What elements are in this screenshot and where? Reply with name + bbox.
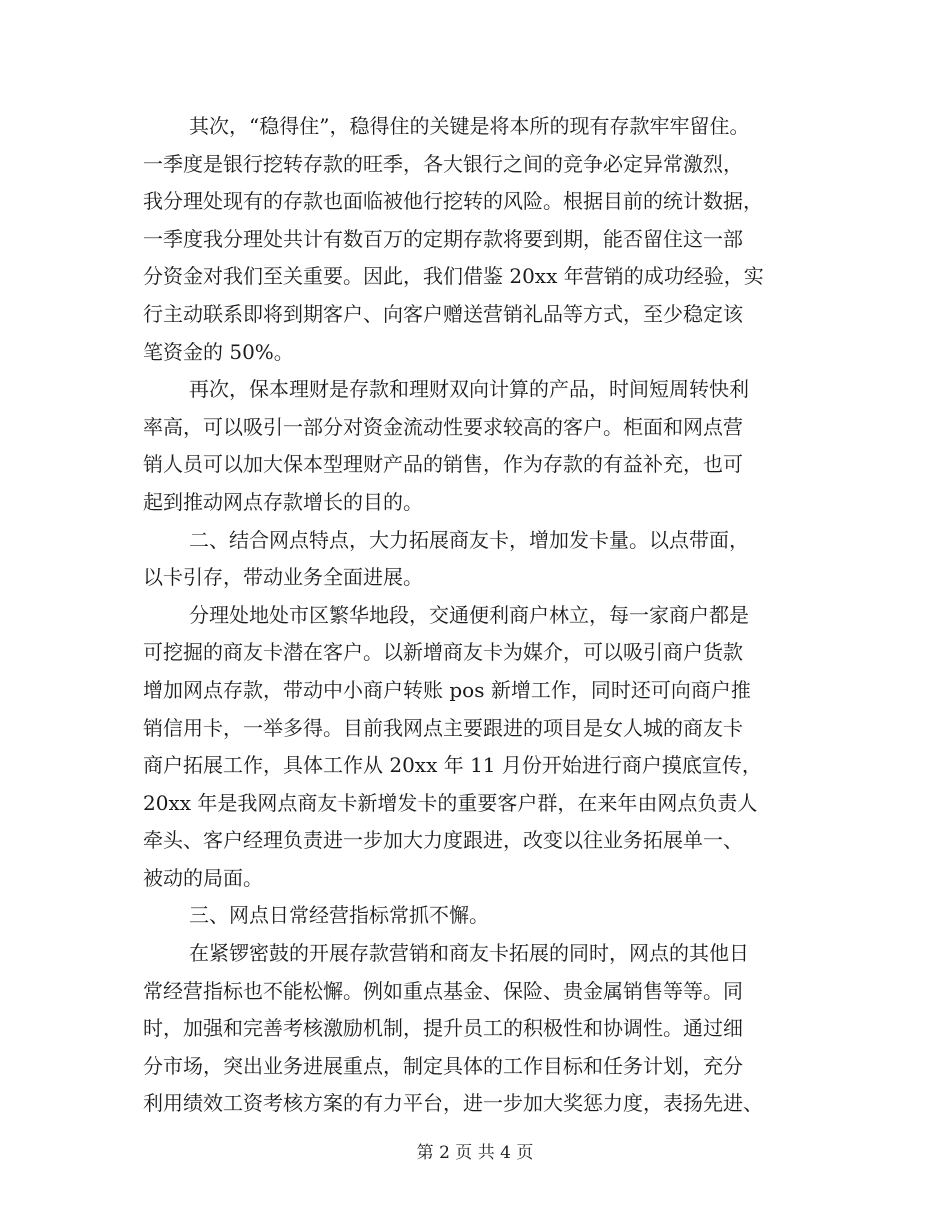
text-line: 分市场，突出业务进展重点，制定具体的工作目标和任务计划，充分 <box>143 1053 743 1078</box>
page-number-footer: 第 2 页 共 4 页 <box>416 1143 534 1163</box>
text-line: 分理处地处市区繁华地段，交通便利商户林立，每一家商户都是 <box>189 602 749 627</box>
text-line: 时，加强和完善考核激励机制，提升员工的积极性和协调性。通过细 <box>143 1016 743 1041</box>
document-body <box>143 108 808 1123</box>
text-line: 利用绩效工资考核方案的有力平台，进一步加大奖惩力度，表扬先进、 <box>143 1091 763 1116</box>
section-heading: 以卡引存，带动业务全面进展。 <box>143 565 423 590</box>
text-line: 再次，保本理财是存款和理财双向计算的产品，时间短周转快利 <box>189 377 749 402</box>
text-line: 行主动联系即将到期客户、向客户赠送营销礼品等方式，至少稳定该 <box>143 301 743 326</box>
text-line: 增加网点存款，带动中小商户转账 pos 新增工作，同时还可向商户推 <box>143 677 751 702</box>
text-line: 商户拓展工作，具体工作从 20xx 年 11 月份开始进行商户摸底宣传， <box>143 753 762 778</box>
text-line: 销信用卡，一举多得。目前我网点主要跟进的项目是女人城的商友卡 <box>143 715 743 740</box>
text-line: 一季度我分理处共计有数百万的定期存款将要到期，能否留住这一部 <box>143 226 743 251</box>
text-line: 销人员可以加大保本型理财产品的销售，作为存款的有益补充，也可 <box>143 452 743 477</box>
text-line: 起到推动网点存款增长的目的。 <box>143 489 423 514</box>
section-heading: 二、结合网点特点，大力拓展商友卡，增加发卡量。以点带面， <box>189 527 749 552</box>
text-line: 率高，可以吸引一部分对资金流动性要求较高的客户。柜面和网点营 <box>143 414 743 439</box>
text-line: 可挖掘的商友卡潜在客户。以新增商友卡为媒介，可以吸引商户货款 <box>143 640 743 665</box>
text-line: 笔资金的 50%。 <box>143 339 294 364</box>
section-heading: 三、网点日常经营指标常抓不懈。 <box>189 903 489 928</box>
text-line: 牵头、客户经理负责进一步加大力度跟进，改变以往业务拓展单一、 <box>143 828 743 853</box>
text-line: 常经营指标也不能松懈。例如重点基金、保险、贵金属销售等等。同 <box>143 978 743 1003</box>
text-line: 一季度是银行挖转存款的旺季，各大银行之间的竞争必定异常激烈， <box>143 151 743 176</box>
text-line: 被动的局面。 <box>143 865 263 890</box>
text-line: 分资金对我们至关重要。因此，我们借鉴 20xx 年营销的成功经验，实 <box>143 264 764 289</box>
text-line: 其次，“稳得住”，稳得住的关键是将本所的现有存款牢牢留住。 <box>189 114 750 138</box>
text-line: 我分理处现有的存款也面临被他行挖转的风险。根据目前的统计数据， <box>143 189 763 214</box>
text-line: 在紧锣密鼓的开展存款营销和商友卡拓展的同时，网点的其他日 <box>189 941 749 966</box>
text-line: 20xx 年是我网点商友卡新增发卡的重要客户群，在来年由网点负责人 <box>143 790 758 815</box>
